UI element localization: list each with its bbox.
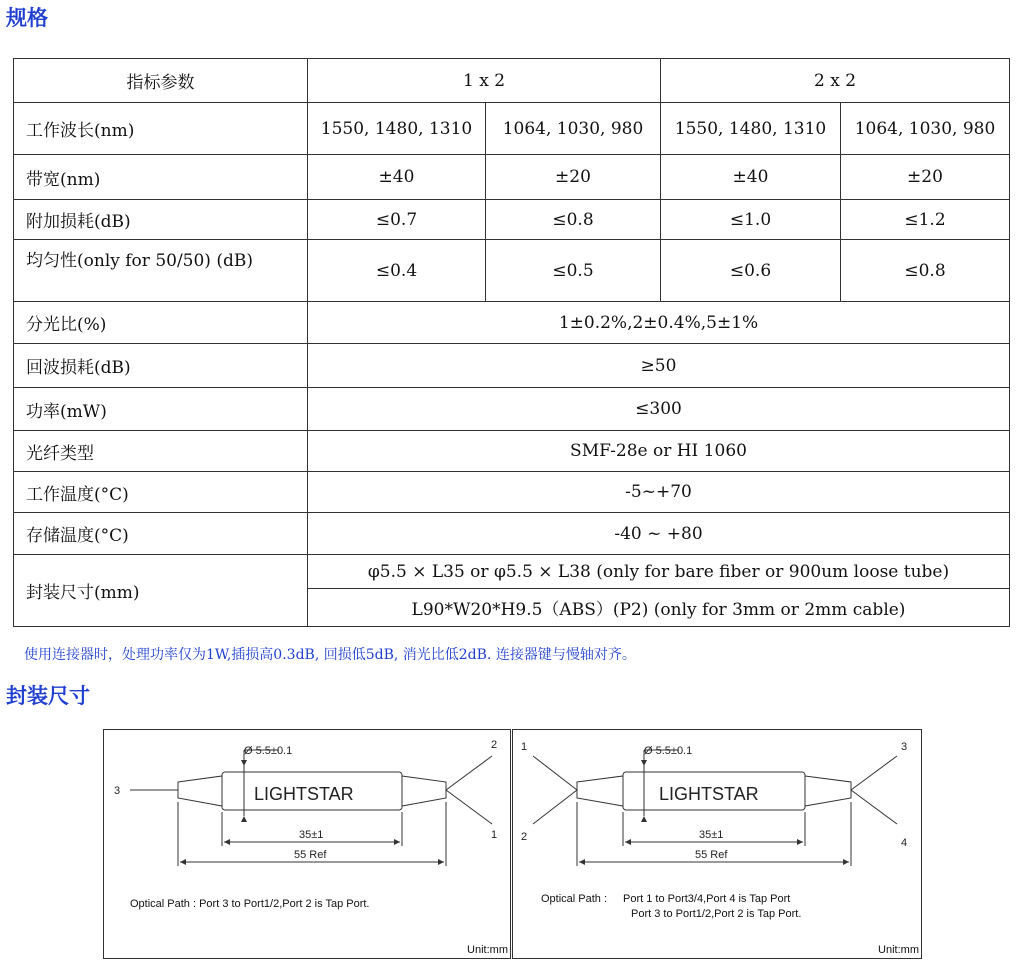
unit-label: Unit:mm [467,944,508,956]
cell-value: -40 ~ +80 [308,513,1010,555]
port-label: 3 [901,741,908,753]
cell-value: SMF-28e or HI 1060 [308,431,1010,472]
cell-value: 1550, 1480, 1310 [308,103,486,155]
row-label-fiber-type: 光纤类型 [14,431,308,472]
section-title-spec: 规格 [6,6,48,30]
cell-value: 1550, 1480, 1310 [661,103,841,155]
row-label-power: 功率(mW) [14,388,308,431]
row-label-uniformity: 均匀性(only for 50/50) (dB) [14,240,308,302]
body-length-label: 35±1 [699,829,724,841]
cell-value: ±20 [841,155,1010,200]
brand-label: LIGHTSTAR [659,784,759,804]
row-label-excess-loss: 附加损耗(dB) [14,200,308,240]
table-row [14,200,1010,240]
cell-value: 1064, 1030, 980 [486,103,661,155]
brand-label: LIGHTSTAR [254,784,354,804]
row-label-package-size: 封装尺寸(mm) [14,555,308,627]
cell-value: ≤0.4 [308,240,486,302]
table-header-row [14,59,1010,103]
table-row [14,431,1010,472]
row-label-bandwidth: 带宽(nm) [14,155,308,200]
cell-value: ±40 [308,155,486,200]
optical-path-label: Optical Path : [541,893,608,905]
table-row [14,344,1010,388]
optical-path-line-2: Port 3 to Port1/2,Port 2 is Tap Port. [631,908,802,920]
table-row [14,302,1010,344]
port-label: 4 [901,837,908,849]
table-row [14,555,1010,589]
package-diagram-1x2 [103,729,511,959]
cell-value: -5~+70 [308,472,1010,513]
ref-length-label: 55 Ref [695,849,728,861]
connector-note: 使用连接器时，处理功率仅为1W,插损高0.3dB, 回损低5dB, 消光比低2dB. 连接器键与慢轴对齐。 [24,647,636,663]
cell-value: 1064, 1030, 980 [841,103,1010,155]
row-label-return-loss: 回波损耗(dB) [14,344,308,388]
dimension-drawing-2x2 [513,730,921,958]
cell-value: ≤300 [308,388,1010,431]
port-label: 3 [114,785,121,797]
table-row [14,388,1010,431]
cell-value: ≤0.5 [486,240,661,302]
unit-label: Unit:mm [878,944,919,956]
table-row [14,513,1010,555]
table-row [14,472,1010,513]
table-row [14,155,1010,200]
port-label: 2 [491,739,498,751]
body-length-label: 35±1 [299,829,324,841]
table-row [14,240,1010,302]
diameter-label: Ø 5.5±0.1 [644,745,693,757]
cell-value: 1±0.2%,2±0.4%,5±1% [308,302,1010,344]
section-title-package: 封装尺寸 [6,684,90,708]
header-1x2: 1 x 2 [308,59,661,103]
port-label: 2 [521,831,528,843]
diameter-label: Ø 5.5±0.1 [244,745,293,757]
row-label-op-temp: 工作温度(°C) [14,472,308,513]
row-label-storage-temp: 存储温度(°C) [14,513,308,555]
row-label-wavelength: 工作波长(nm) [14,103,308,155]
cell-value: ≤0.8 [486,200,661,240]
header-2x2: 2 x 2 [661,59,1010,103]
optical-path-line-1: Port 1 to Port3/4,Port 4 is Tap Port [623,893,791,905]
cell-value: ≤0.8 [841,240,1010,302]
ref-length-label: 55 Ref [294,849,327,861]
table-row [14,103,1010,155]
cell-value: L90*W20*H9.5（ABS）(P2) (only for 3mm or 2mm cable) [308,589,1010,627]
row-label-split-ratio: 分光比(%) [14,302,308,344]
optical-path-text: Optical Path : Port 3 to Port1/2,Port 2 is Tap Port. [130,898,370,910]
cell-value: ≥50 [308,344,1010,388]
cell-value: ±20 [486,155,661,200]
cell-value: ≤1.2 [841,200,1010,240]
dimension-drawing-1x2 [104,730,510,958]
port-label: 1 [491,829,498,841]
package-diagram-2x2 [512,729,922,959]
cell-value: ≤0.7 [308,200,486,240]
cell-value: ≤0.6 [661,240,841,302]
cell-value: ±40 [661,155,841,200]
cell-value: φ5.5 × L35 or φ5.5 × L38 (only for bare fiber or 900um loose tube) [308,555,1010,589]
spec-table [13,58,1010,627]
header-param: 指标参数 [14,59,308,103]
cell-value: ≤1.0 [661,200,841,240]
port-label: 1 [521,741,528,753]
